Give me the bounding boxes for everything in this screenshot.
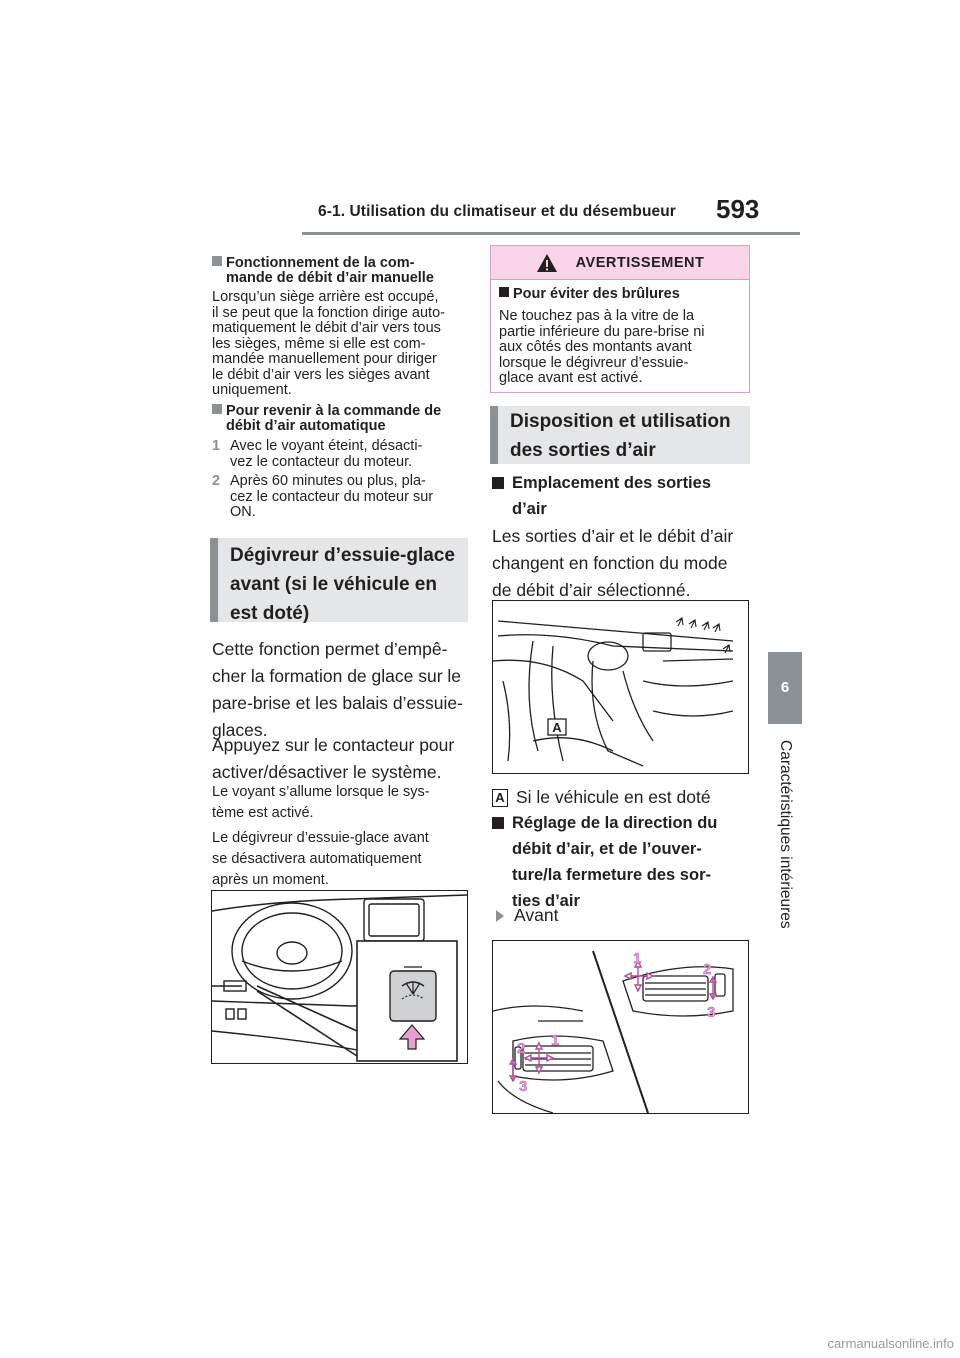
wiper-deicer-switch-figure [211,890,468,1064]
wiper-deicer-section-title: Dégivreur d’essuie-glace avant (si le véhicule en est doté) [210,538,468,622]
square-bullet-icon [212,256,222,266]
triangle-bullet-icon [496,910,504,922]
warning-triangle-icon [536,253,558,273]
chapter-title: Caractéristiques intérieures [777,740,794,929]
front-vents-illustration [493,941,748,1113]
square-bullet-icon [499,287,509,297]
step-1: 1 Avec le voyant éteint, désacti- vez le contacteur du moteur. [212,438,423,470]
figure-callout-a: A [552,720,562,735]
square-bullet-icon [492,477,504,489]
warning-box [490,245,750,393]
return-auto-heading: Pour revenir à la commande de débit d’air automatique [212,404,441,434]
auto-off-note: Le dégivreur d’essuie-glace avant se désactivera automatiquement après un moment. [212,830,429,888]
cabin-interior-illustration [493,601,748,773]
vent-callout-1: 1 [633,950,642,967]
vent-callout-3: 3 [707,1004,716,1021]
manual-airflow-text: Lorsqu’un siège arrière est occupé, il se peut que la fonction dirige auto- matiquement le débit d’air vers tous les sièges, même si elle est com- mandée manuellement pour diriger le débit d’air vers les sièges avant uniquement. [212,289,445,398]
running-header: 6-1. Utilisation du climatiseur et du désembueur [318,203,676,220]
vent-callout-3-lower: 3 [519,1078,528,1095]
outlet-location-text: Les sorties d’air et le débit d’air changent en fonction du mode de débit d’air sélectionné. [492,526,734,600]
indicator-note: Le voyant s’allume lorsque le sys- tème est activé. [212,784,430,821]
square-bullet-icon [492,817,504,829]
wiper-deicer-instruction: Appuyez sur le contacteur pour activer/désactiver le système. [212,735,455,782]
outlet-location-heading: Emplacement des sorties d’air [492,470,711,522]
legend-badge-a: A [492,789,508,807]
cabin-outlets-figure [492,600,749,774]
warning-text: Ne touchez pas à la vitre de la partie inférieure du pare-brise ni aux côtés des montants avant lorsque le dégivreur d’essuie- glace avant est activé. [499,308,705,386]
front-vents-figure [492,940,749,1114]
dashboard-illustration [212,891,467,1063]
page-number: 593 [716,194,760,224]
header-rule [302,232,800,235]
watermark: carmanualsonline.info [827,1336,954,1351]
vent-callout-2: 2 [703,961,712,978]
step-2: 2 Après 60 minutes ou plus, pla- cez le contacteur du moteur sur ON. [212,473,434,520]
warning-subheading: Pour éviter des brûlures [491,280,749,302]
front-label: Avant [492,902,558,929]
outlets-section-title: Disposition et utilisation des sorties d’air [490,406,750,464]
wiper-deicer-description: Cette fonction permet d’empê- cher la formation de glace sur le pare-brise et les balais d’essuie- glaces. [212,639,463,740]
vent-callout-1-lower: 1 [551,1032,560,1049]
chapter-tab[interactable]: 6 [768,652,802,724]
vent-callout-2-lower: 2 [517,1040,526,1057]
square-bullet-icon [212,404,222,414]
warning-header: AVERTISSEMENT [491,246,749,280]
figure-legend: A Si le véhicule en est doté [492,784,711,811]
manual-airflow-heading: Fonctionnement de la com- mande de débit d’air manuelle [212,256,434,286]
airflow-adjust-heading: Réglage de la direction du débit d’air, et de l’ouver- ture/la fermeture des sor- ties d’air [492,810,717,914]
